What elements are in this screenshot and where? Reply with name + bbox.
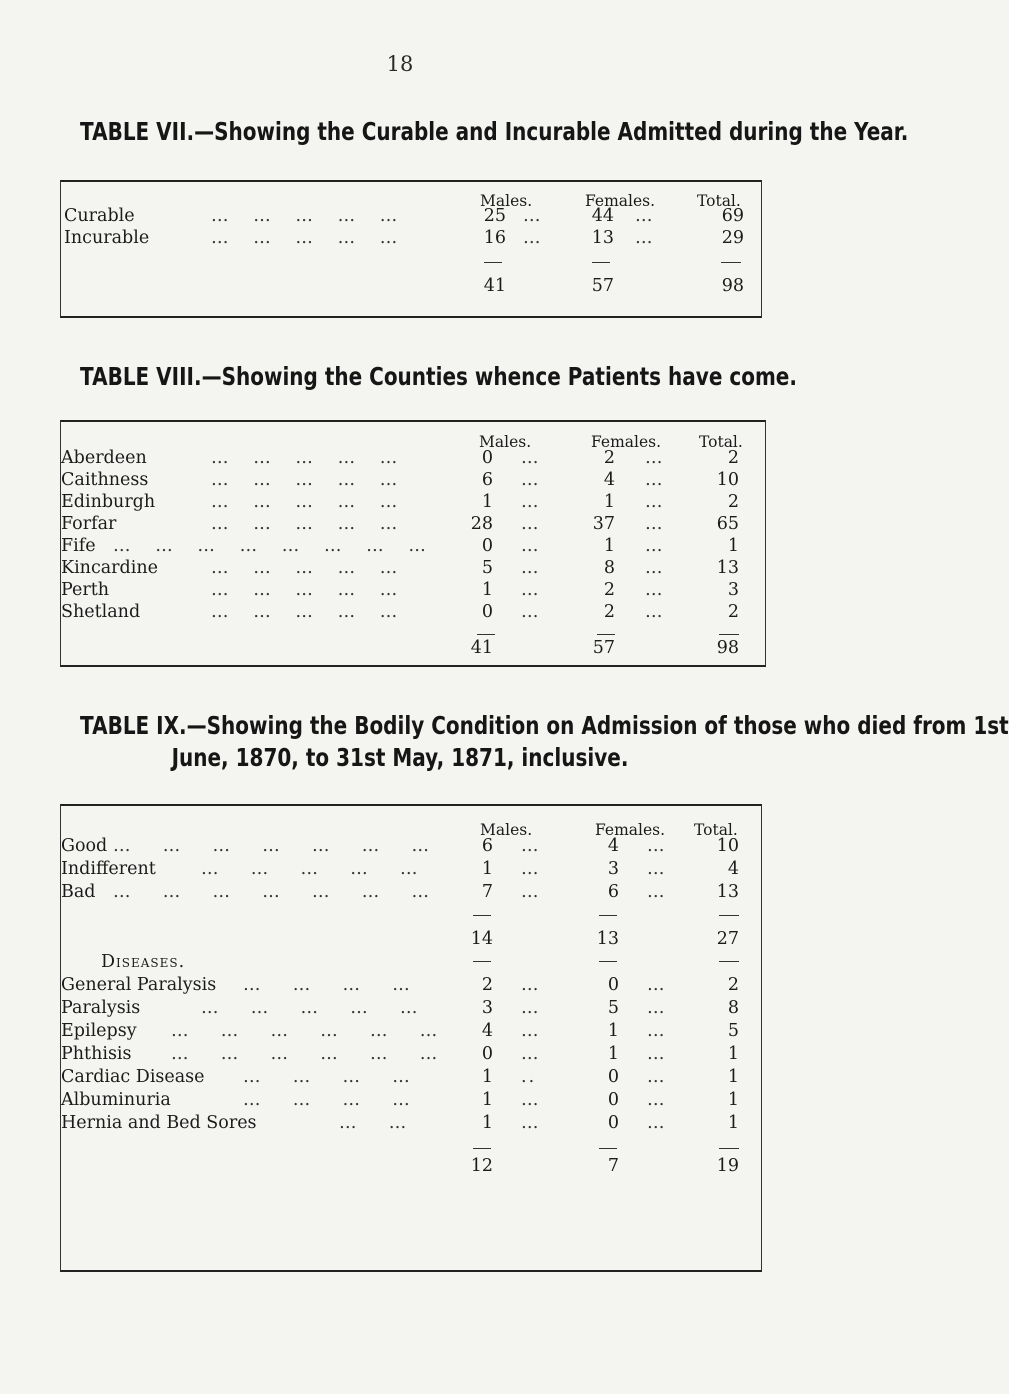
leader-dots: … … … … … bbox=[211, 558, 400, 578]
table-row bbox=[61, 557, 765, 579]
males-value: 1 bbox=[481, 492, 493, 512]
sum-rule bbox=[719, 1148, 739, 1149]
leader-dots: … bbox=[647, 1090, 667, 1110]
leader-dots: … … … … … bbox=[201, 998, 420, 1018]
table7-caption: TABLE VII.—Showing the Curable and Incurable Admitted during the Year. bbox=[80, 117, 909, 146]
total-value: 13 bbox=[716, 558, 739, 578]
diseases-heading-row bbox=[61, 951, 761, 973]
row-label: Aberdeen bbox=[61, 448, 147, 468]
row-label: Cardiac Disease bbox=[61, 1067, 205, 1087]
row-label: Indifferent bbox=[61, 859, 156, 879]
females-value: 0 bbox=[607, 1090, 619, 1110]
sum-rule bbox=[477, 634, 495, 635]
total-header: Total. bbox=[697, 192, 741, 210]
total-value: 10 bbox=[716, 836, 739, 856]
sum-rule bbox=[719, 961, 739, 962]
total-header: Total. bbox=[694, 821, 738, 839]
sum-rule bbox=[473, 915, 491, 916]
females-total: 7 bbox=[607, 1156, 619, 1176]
leader-dots: … bbox=[647, 1067, 667, 1087]
sum-rule bbox=[597, 634, 615, 635]
females-value: 6 bbox=[607, 882, 619, 902]
females-value: 44 bbox=[591, 206, 614, 226]
sum-rule bbox=[592, 262, 610, 263]
females-total: 57 bbox=[591, 276, 614, 296]
males-value: 28 bbox=[470, 514, 493, 534]
table-row bbox=[61, 579, 765, 601]
leader-dots: … … … … … … … bbox=[113, 882, 432, 902]
row-label: Bad bbox=[61, 882, 96, 902]
row-label: Epilepsy bbox=[61, 1021, 137, 1041]
females-value: 2 bbox=[603, 448, 615, 468]
total-value: 69 bbox=[721, 206, 744, 226]
row-label: Incurable bbox=[64, 228, 150, 248]
grand-total: 98 bbox=[716, 638, 739, 658]
table-row bbox=[61, 997, 761, 1019]
table-row bbox=[61, 513, 765, 535]
females-value: 13 bbox=[591, 228, 614, 248]
leader-dots: … bbox=[521, 836, 541, 856]
females-header: Females. bbox=[595, 821, 666, 839]
leader-dots: … bbox=[521, 1113, 541, 1133]
page-number: 18 bbox=[386, 52, 414, 76]
leader-dots: … bbox=[647, 1021, 667, 1041]
leader-dots: … bbox=[645, 602, 665, 622]
leader-dots: … … … … … bbox=[211, 602, 400, 622]
males-value: 1 bbox=[481, 1067, 493, 1087]
males-subtotal: 14 bbox=[470, 929, 493, 949]
row-label: Kincardine bbox=[61, 558, 158, 578]
table-row bbox=[61, 1020, 761, 1042]
males-value: 1 bbox=[481, 1113, 493, 1133]
sum-rule bbox=[719, 634, 739, 635]
leader-dots: … bbox=[647, 1113, 667, 1133]
females-value: 0 bbox=[607, 1067, 619, 1087]
table-row bbox=[61, 535, 765, 557]
leader-dots: … … … … … bbox=[211, 580, 400, 600]
total-value: 65 bbox=[716, 514, 739, 534]
table-row bbox=[61, 447, 765, 469]
females-value: 1 bbox=[603, 536, 615, 556]
row-label: Hernia and Bed Sores bbox=[61, 1113, 257, 1133]
leader-dots: … bbox=[521, 975, 541, 995]
table-row bbox=[61, 1066, 761, 1088]
total-value: 29 bbox=[721, 228, 744, 248]
leader-dots: … bbox=[647, 998, 667, 1018]
total-header: Total. bbox=[699, 433, 743, 451]
females-value: 1 bbox=[607, 1021, 619, 1041]
leader-dots: … bbox=[647, 975, 667, 995]
grand-total: 98 bbox=[721, 276, 744, 296]
sum-rule bbox=[721, 262, 741, 263]
leader-dots: … bbox=[521, 580, 541, 600]
table-row bbox=[61, 835, 761, 857]
leader-dots: … bbox=[521, 998, 541, 1018]
sum-rule bbox=[473, 961, 491, 962]
table-row bbox=[61, 974, 761, 996]
leader-dots: … … … … bbox=[243, 1090, 412, 1110]
leader-dots: … bbox=[645, 536, 665, 556]
leader-dots: … bbox=[635, 228, 655, 248]
females-value: 3 bbox=[607, 859, 619, 879]
leader-dots: … … … … bbox=[243, 1067, 412, 1087]
males-value: 2 bbox=[481, 975, 493, 995]
row-label: Fife bbox=[61, 536, 96, 556]
males-value: 0 bbox=[481, 1044, 493, 1064]
table-row bbox=[61, 1089, 761, 1111]
row-label: Caithness bbox=[61, 470, 149, 490]
leader-dots: … bbox=[645, 558, 665, 578]
grand-total: 19 bbox=[716, 1156, 739, 1176]
sum-rule bbox=[473, 1148, 491, 1149]
sum-rule bbox=[599, 1148, 617, 1149]
totals-row bbox=[61, 637, 765, 659]
table-row bbox=[61, 881, 761, 903]
row-label: Shetland bbox=[61, 602, 141, 622]
leader-dots: … bbox=[645, 580, 665, 600]
sum-rule bbox=[719, 915, 739, 916]
leader-dots: … bbox=[645, 470, 665, 490]
females-value: 0 bbox=[607, 975, 619, 995]
males-value: 1 bbox=[481, 580, 493, 600]
leader-dots: … bbox=[521, 1090, 541, 1110]
totals-row bbox=[61, 1155, 761, 1177]
females-value: 8 bbox=[603, 558, 615, 578]
leader-dots: … bbox=[521, 602, 541, 622]
males-total: 41 bbox=[483, 276, 506, 296]
females-value: 37 bbox=[592, 514, 615, 534]
leader-dots: … bbox=[521, 448, 541, 468]
leader-dots: … bbox=[647, 836, 667, 856]
leader-dots: … bbox=[645, 514, 665, 534]
leader-dots: … bbox=[521, 1021, 541, 1041]
table8-caption: TABLE VIII.—Showing the Counties whence Patients have come. bbox=[80, 362, 797, 391]
total-value: 13 bbox=[716, 882, 739, 902]
males-header: Males. bbox=[480, 821, 533, 839]
males-value: 0 bbox=[481, 536, 493, 556]
table9-caption-line1: TABLE IX.—Showing the Bodily Condition on Admission of those who died from 1st bbox=[80, 711, 1009, 740]
leader-dots: … … … … … bbox=[211, 448, 400, 468]
leader-dots: … … … … bbox=[243, 975, 412, 995]
table9-box bbox=[60, 804, 762, 1272]
leader-dots: … bbox=[635, 206, 655, 226]
males-value: 1 bbox=[481, 859, 493, 879]
leader-dots: … bbox=[521, 558, 541, 578]
sum-rule bbox=[599, 961, 617, 962]
row-label: Phthisis bbox=[61, 1044, 132, 1064]
females-value: 4 bbox=[607, 836, 619, 856]
males-total: 41 bbox=[470, 638, 493, 658]
males-value: 1 bbox=[481, 1090, 493, 1110]
table-row bbox=[61, 227, 761, 249]
leader-dots: … … … … … bbox=[211, 492, 400, 512]
leader-dots: … … … … … … bbox=[171, 1021, 440, 1041]
diseases-heading: Diseases. bbox=[101, 952, 186, 972]
table8-box bbox=[60, 420, 766, 667]
subtotals-row bbox=[61, 928, 761, 950]
total-value: 2 bbox=[727, 975, 739, 995]
table-row bbox=[61, 205, 761, 227]
total-value: 2 bbox=[727, 492, 739, 512]
row-label: Perth bbox=[61, 580, 110, 600]
leader-dots: … bbox=[521, 492, 541, 512]
males-value: 4 bbox=[481, 1021, 493, 1041]
table-row bbox=[61, 469, 765, 491]
males-value: 0 bbox=[481, 448, 493, 468]
leader-dots: … bbox=[521, 882, 541, 902]
females-total: 57 bbox=[592, 638, 615, 658]
total-value: 1 bbox=[727, 1090, 739, 1110]
table7-box bbox=[60, 180, 762, 318]
row-label: General Paralysis bbox=[61, 975, 217, 995]
females-value: 1 bbox=[603, 492, 615, 512]
leader-dots: … … … … … bbox=[211, 470, 400, 490]
leader-dots: … bbox=[521, 514, 541, 534]
total-value: 2 bbox=[727, 448, 739, 468]
males-header: Males. bbox=[479, 433, 532, 451]
females-value: 4 bbox=[603, 470, 615, 490]
total-value: 1 bbox=[727, 1044, 739, 1064]
leader-dots: … bbox=[521, 1044, 541, 1064]
females-value: 2 bbox=[603, 602, 615, 622]
row-label: Edinburgh bbox=[61, 492, 156, 512]
total-value: 8 bbox=[727, 998, 739, 1018]
females-header: Females. bbox=[585, 192, 656, 210]
males-value: 7 bbox=[481, 882, 493, 902]
females-subtotal: 13 bbox=[596, 929, 619, 949]
males-value: 6 bbox=[481, 836, 493, 856]
males-value: 0 bbox=[481, 602, 493, 622]
total-value: 4 bbox=[727, 859, 739, 879]
total-subtotal: 27 bbox=[716, 929, 739, 949]
row-label: Curable bbox=[64, 206, 135, 226]
males-value: 5 bbox=[481, 558, 493, 578]
females-header: Females. bbox=[591, 433, 662, 451]
table-row bbox=[61, 1112, 761, 1134]
table-row bbox=[61, 491, 765, 513]
leader-dots: … bbox=[523, 228, 543, 248]
total-value: 3 bbox=[727, 580, 739, 600]
row-label: Good bbox=[61, 836, 108, 856]
leader-dots: … bbox=[521, 859, 541, 879]
females-value: 0 bbox=[607, 1113, 619, 1133]
leader-dots: … bbox=[647, 859, 667, 879]
males-total: 12 bbox=[470, 1156, 493, 1176]
males-header: Males. bbox=[480, 192, 533, 210]
row-label: Forfar bbox=[61, 514, 117, 534]
leader-dots: … bbox=[647, 1044, 667, 1064]
row-label: Albuminuria bbox=[61, 1090, 171, 1110]
total-value: 5 bbox=[727, 1021, 739, 1041]
leader-dots: … … … … … … bbox=[171, 1044, 440, 1064]
table9-caption-line2: June, 1870, to 31st May, 1871, inclusive. bbox=[171, 743, 629, 772]
leader-dots: … bbox=[645, 492, 665, 512]
females-value: 1 bbox=[607, 1044, 619, 1064]
leader-dots: … bbox=[645, 448, 665, 468]
sum-rule bbox=[599, 915, 617, 916]
leader-dots: … bbox=[521, 470, 541, 490]
leader-dots: … … … … … bbox=[201, 859, 420, 879]
leader-dots: … … … … … bbox=[211, 228, 400, 248]
table-row bbox=[61, 1043, 761, 1065]
males-value: 6 bbox=[481, 470, 493, 490]
total-value: 10 bbox=[716, 470, 739, 490]
sum-rule bbox=[484, 262, 502, 263]
row-label: Paralysis bbox=[61, 998, 141, 1018]
totals-row bbox=[61, 275, 761, 297]
females-value: 5 bbox=[607, 998, 619, 1018]
leader-dots: … … … … … … … … bbox=[113, 536, 428, 556]
leader-dots: … … … … … … … bbox=[113, 836, 432, 856]
table-row bbox=[61, 601, 765, 623]
total-value: 1 bbox=[727, 1067, 739, 1087]
males-value: 25 bbox=[483, 206, 506, 226]
males-value: 16 bbox=[483, 228, 506, 248]
table-row bbox=[61, 858, 761, 880]
leader-dots: … … … … … bbox=[211, 206, 400, 226]
total-value: 2 bbox=[727, 602, 739, 622]
leader-dots: … bbox=[647, 882, 667, 902]
females-value: 2 bbox=[603, 580, 615, 600]
leader-dots: … bbox=[521, 536, 541, 556]
total-value: 1 bbox=[727, 1113, 739, 1133]
leader-dots: .. bbox=[521, 1067, 537, 1087]
leader-dots: … … bbox=[339, 1113, 409, 1133]
leader-dots: … bbox=[523, 206, 543, 226]
leader-dots: … … … … … bbox=[211, 514, 400, 534]
males-value: 3 bbox=[481, 998, 493, 1018]
total-value: 1 bbox=[727, 536, 739, 556]
